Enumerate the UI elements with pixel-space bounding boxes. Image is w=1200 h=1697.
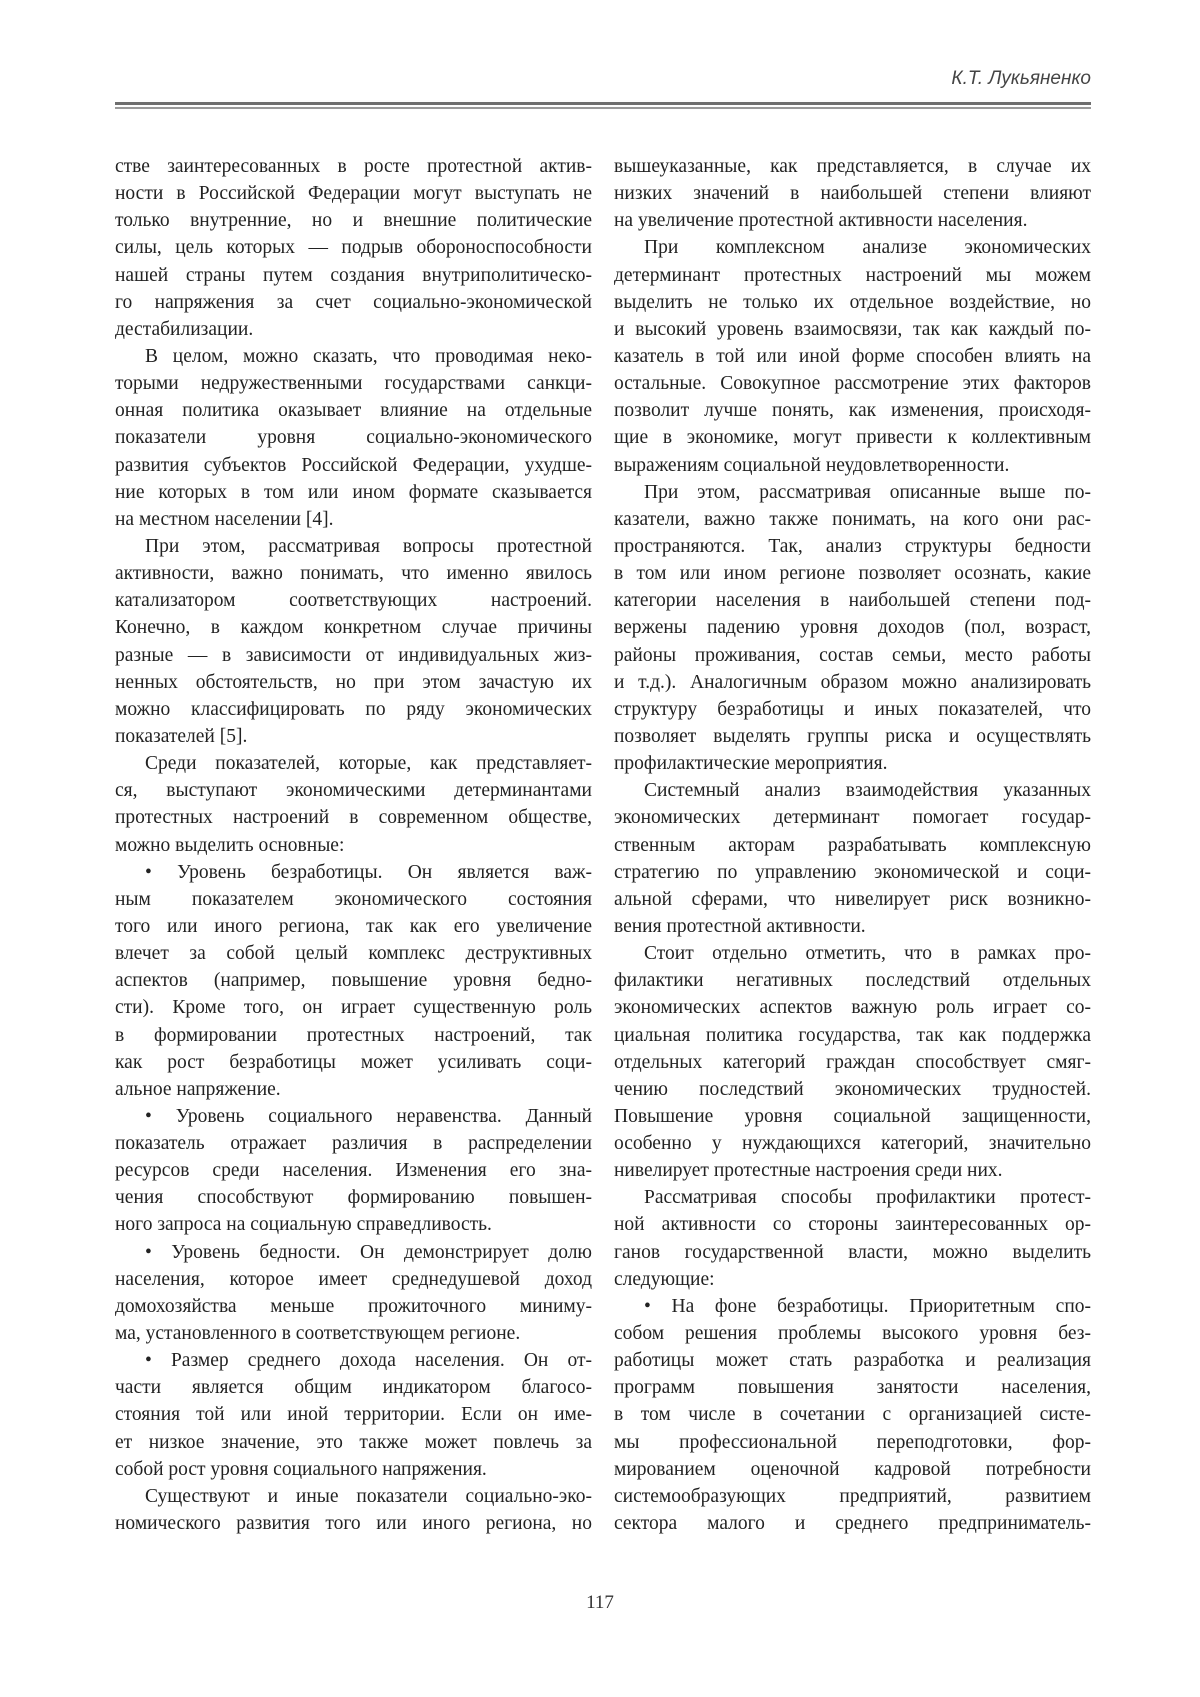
paragraph — [614, 940, 1091, 1184]
text-line: позволит лучше понять, как изменения, происходя- — [614, 397, 1091, 424]
text-line: ганов государственной власти, можно выделить — [614, 1239, 1091, 1266]
text-line: силы, цель которых — подрыв обороноспособности — [115, 234, 592, 261]
paragraph — [115, 750, 592, 859]
text-line: ной активности со стороны заинтересованных ор- — [614, 1211, 1091, 1238]
text-line: активности, важно понимать, что именно явилось — [115, 560, 592, 587]
text-line: экономических детерминант помогает государ- — [614, 804, 1091, 831]
page-number: 117 — [0, 1592, 1200, 1614]
text-line: разные — в зависимости от индивидуальных жиз- — [115, 642, 592, 669]
paragraph — [614, 1184, 1091, 1293]
paragraph — [115, 1483, 592, 1537]
text-line: Повышение уровня социальной защищенности, — [614, 1103, 1091, 1130]
text-line: показателей [5]. — [115, 723, 592, 750]
text-line: ным показателем экономического состояния — [115, 886, 592, 913]
text-line: выражениям социальной неудовлетворенности. — [614, 452, 1091, 479]
text-line: Среди показателей, которые, как представляет- — [115, 750, 592, 777]
text-line: собой рост уровня социального напряжения. — [115, 1456, 592, 1483]
text-line: щие в экономике, могут привести к коллективным — [614, 424, 1091, 451]
text-line: ма, установленного в соответствующем регионе. — [115, 1320, 592, 1347]
text-line: При этом, рассматривая вопросы протестной — [115, 533, 592, 560]
text-line: • На фоне безработицы. Приоритетным спо- — [614, 1293, 1091, 1320]
text-line: программ повышения занятости населения, — [614, 1374, 1091, 1401]
paragraph — [115, 1347, 592, 1483]
text-line: и высокий уровень взаимосвязи, так как каждый по- — [614, 316, 1091, 343]
text-line: только внутренние, но и внешние политические — [115, 207, 592, 234]
text-line: казатель в той или иной форме способен влиять на — [614, 343, 1091, 370]
text-line: катализатором соответствующих настроений. — [115, 587, 592, 614]
text-line: можно классифицировать по ряду экономических — [115, 696, 592, 723]
text-line: в том числе в сочетании с организацией систе- — [614, 1401, 1091, 1428]
paragraph — [115, 859, 592, 1103]
paragraph — [614, 479, 1091, 778]
text-line: структуру безработицы и иных показателей, что — [614, 696, 1091, 723]
text-line: сти). Кроме того, он играет существенную роль — [115, 994, 592, 1021]
text-line: чения способствуют формированию повышен- — [115, 1184, 592, 1211]
text-line: протестных настроений в современном обществе, — [115, 804, 592, 831]
paragraph — [115, 533, 592, 750]
text-line: остальные. Совокупное рассмотрение этих факторов — [614, 370, 1091, 397]
text-line: В целом, можно сказать, что проводимая неко- — [115, 343, 592, 370]
text-line: системообразующих предприятий, развитием — [614, 1483, 1091, 1510]
text-line: того или иного региона, так как его увеличение — [115, 913, 592, 940]
text-line: ности в Российской Федерации могут выступать не — [115, 180, 592, 207]
header-rule — [115, 107, 1091, 109]
text-line: детерминант протестных настроений мы можем — [614, 262, 1091, 289]
text-line: вышеуказанные, как представляется, в случае их — [614, 153, 1091, 180]
text-line: дестабилизации. — [115, 316, 592, 343]
text-line: Системный анализ взаимодействия указанных — [614, 777, 1091, 804]
text-line: следующие: — [614, 1266, 1091, 1293]
paragraph — [614, 234, 1091, 478]
text-line: на увеличение протестной активности населения. — [614, 207, 1091, 234]
paragraph — [115, 153, 592, 343]
text-line: Стоит отдельно отметить, что в рамках про- — [614, 940, 1091, 967]
text-line: чению последствий экономических трудностей. — [614, 1076, 1091, 1103]
text-line: работицы может стать разработка и реализация — [614, 1347, 1091, 1374]
text-line: • Уровень социального неравенства. Данный — [115, 1103, 592, 1130]
text-line: на местном населении [4]. — [115, 506, 592, 533]
text-line: казатели, важно также понимать, на кого они рас- — [614, 506, 1091, 533]
text-line: • Уровень безработицы. Он является важ- — [115, 859, 592, 886]
text-line: вения протестной активности. — [614, 913, 1091, 940]
text-line: стве заинтересованных в росте протестной актив- — [115, 153, 592, 180]
text-line: в том или ином регионе позволяет осознать, какие — [614, 560, 1091, 587]
text-line: как рост безработицы может усиливать соци- — [115, 1049, 592, 1076]
text-line: особенно у нуждающихся категорий, значительно — [614, 1130, 1091, 1157]
text-line: влечет за собой целый комплекс деструктивных — [115, 940, 592, 967]
text-line: торыми недружественными государствами санкци- — [115, 370, 592, 397]
text-line: филактики негативных последствий отдельных — [614, 967, 1091, 994]
text-line: низких значений в наибольшей степени влияют — [614, 180, 1091, 207]
text-line: альной сферами, что нивелирует риск возникно- — [614, 886, 1091, 913]
text-line: ет низкое значение, это также может повлечь за — [115, 1429, 592, 1456]
text-line: онная политика оказывает влияние на отдельные — [115, 397, 592, 424]
text-column-right — [614, 153, 1091, 1537]
text-line: выделить не только их отдельное воздействие, но — [614, 289, 1091, 316]
text-line: нивелирует протестные настроения среди них. — [614, 1157, 1091, 1184]
paragraph — [614, 777, 1091, 940]
text-line: можно выделить основные: — [115, 832, 592, 859]
text-line: в формировании протестных настроений, так — [115, 1022, 592, 1049]
text-line: и т.д.). Аналогичным образом можно анализировать — [614, 669, 1091, 696]
text-line: ственным акторам разрабатывать комплексную — [614, 832, 1091, 859]
text-line: нашей страны путем создания внутриполитическо- — [115, 262, 592, 289]
text-line: стояния той или иной территории. Если он име- — [115, 1401, 592, 1428]
text-line: сектора малого и среднего предприниматель- — [614, 1510, 1091, 1537]
text-line: • Уровень бедности. Он демонстрирует долю — [115, 1239, 592, 1266]
text-line: ресурсов среди населения. Изменения его зна- — [115, 1157, 592, 1184]
text-line: пространяются. Так, анализ структуры бедности — [614, 533, 1091, 560]
text-line: Существуют и иные показатели социально-эко- — [115, 1483, 592, 1510]
text-line: профилактические мероприятия. — [614, 750, 1091, 777]
paragraph — [614, 1293, 1091, 1537]
paragraph — [115, 1239, 592, 1348]
text-line: ненных обстоятельств, но при этом зачастую их — [115, 669, 592, 696]
text-line: аспектов (например, повышение уровня бедно- — [115, 967, 592, 994]
paragraph — [614, 153, 1091, 234]
text-line: При комплексном анализе экономических — [614, 234, 1091, 261]
text-line: циальная политика государства, так как поддержка — [614, 1022, 1091, 1049]
text-line: экономических аспектов важную роль играет со- — [614, 994, 1091, 1021]
text-line: районы проживания, состав семьи, место работы — [614, 642, 1091, 669]
text-line: показатели уровня социально-экономического — [115, 424, 592, 451]
text-line: мы профессиональной переподготовки, фор- — [614, 1429, 1091, 1456]
header-rule — [115, 102, 1091, 105]
text-line: собом решения проблемы высокого уровня без- — [614, 1320, 1091, 1347]
text-line: номического развития того или иного региона, но — [115, 1510, 592, 1537]
text-line: вержены падению уровня доходов (пол, возраст, — [614, 614, 1091, 641]
text-line: населения, которое имеет среднедушевой доход — [115, 1266, 592, 1293]
text-line: стратегию по управлению экономической и соци- — [614, 859, 1091, 886]
text-line: ние которых в том или ином формате сказывается — [115, 479, 592, 506]
running-header-author: К.Т. Лукьяненко — [951, 68, 1091, 90]
text-column-left — [115, 153, 592, 1537]
text-line: мированием оценочной кадровой потребности — [614, 1456, 1091, 1483]
text-line: го напряжения за счет социально-экономической — [115, 289, 592, 316]
text-line: • Размер среднего дохода населения. Он от- — [115, 1347, 592, 1374]
text-line: Рассматривая способы профилактики протест- — [614, 1184, 1091, 1211]
text-line: показатель отражает различия в распределении — [115, 1130, 592, 1157]
text-line: развития субъектов Российской Федерации, ухудше- — [115, 452, 592, 479]
text-line: части является общим индикатором благосо- — [115, 1374, 592, 1401]
text-line: позволяет выделять группы риска и осуществлять — [614, 723, 1091, 750]
text-line: отдельных категорий граждан способствует смяг- — [614, 1049, 1091, 1076]
paragraph — [115, 1103, 592, 1239]
text-line: ного запроса на социальную справедливость. — [115, 1211, 592, 1238]
text-line: При этом, рассматривая описанные выше по- — [614, 479, 1091, 506]
text-line: категории населения в наибольшей степени под- — [614, 587, 1091, 614]
text-line: Конечно, в каждом конкретном случае причины — [115, 614, 592, 641]
text-line: ся, выступают экономическими детерминантами — [115, 777, 592, 804]
text-line: домохозяйства меньше прожиточного миниму- — [115, 1293, 592, 1320]
paragraph — [115, 343, 592, 533]
text-line: альное напряжение. — [115, 1076, 592, 1103]
